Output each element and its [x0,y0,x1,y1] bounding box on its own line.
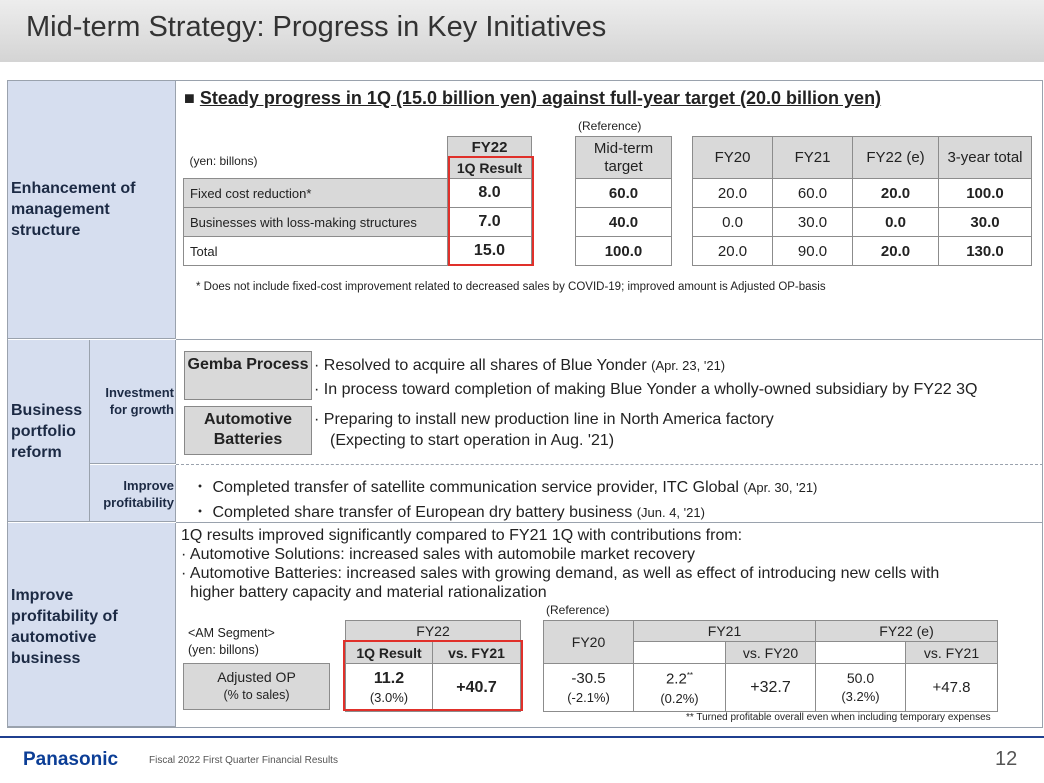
improve-bullet-2: ・ Completed share transfer of European dry battery business (Jun. 4, '21) [192,504,705,521]
table-row: Total 15.0 [184,237,532,266]
auto-bullet-2: · Automotive Batteries: increased sales with growing demand, as well as effect of introducing new cells with [181,565,940,582]
batt-bullet-1: · Preparing to install new production line in North America factory [314,411,774,428]
subcategory-invest [90,340,176,464]
subcategory-improve-label: Improve profitability [103,478,174,510]
subcategory-invest-label: Investment for growth [105,385,174,417]
yearly-table: FY20 FY21 FY22 (e) 3-year total 20.0 60.0 20.0 100.0 0.0 30.0 0.0 30.0 20.0 90.0 20.0 130.0 [692,136,1032,266]
footer-divider [0,736,1044,738]
page-title: Mid-term Strategy: Progress in Key Initiatives [26,11,607,43]
fy22-header: FY22 1Q Result [448,137,532,179]
square-bullet-icon: ■ [184,88,200,108]
auto-bullet-2-cont: higher battery capacity and material rationalization [190,584,547,601]
reference-label: (Reference) [546,603,610,617]
brand-logo: Panasonic [23,749,119,770]
page-number: 12 [995,748,1018,770]
am-row-label: Adjusted OP (% to sales) [183,663,330,710]
table-row: 0.0 30.0 0.0 30.0 [693,208,1032,237]
table-row: 20.0 90.0 20.0 130.0 [693,237,1032,266]
unit-label: (yen: billons) [189,154,258,169]
improve-bullet-1: ・ Completed transfer of satellite communication service provider, ITC Global (Apr. 30, '21) [192,479,818,496]
segment-label: <AM Segment> [188,626,275,640]
table-row: 20.0 60.0 20.0 100.0 [693,179,1032,208]
table-row: Fixed cost reduction* 8.0 [184,179,532,208]
auto-footnote: ** Turned profitable overall even when including temporary expenses [686,712,991,723]
gemba-bullet-2: · In process toward completion of making Blue Yonder a wholly-owned subsidiary by FY22 3Q [314,381,978,398]
category-auto-label: Improve profitability of automotive business [11,587,118,667]
segment-unit: (yen: billons) [188,643,259,657]
gemba-process-tag: Gemba Process [184,351,312,400]
subcategory-improve [90,465,176,522]
auto-intro: 1Q results improved significantly compared to FY21 1Q with contributions from: [181,527,743,544]
highlight-box [343,640,523,711]
gemba-bullet-1: · Resolved to acquire all shares of Blue Yonder (Apr. 23, '21) [314,357,726,374]
headline-text: Steady progress in 1Q (15.0 billion yen) against full-year target (20.0 billion yen) [199,88,882,108]
am-fy22-table: FY22 1Q Result vs. FY21 11.2 (3.0%) +40.7 [345,620,521,712]
category-portfolio [8,340,90,522]
batt-bullet-2: (Expecting to start operation in Aug. '21) [330,432,615,449]
category-auto [8,523,176,727]
reference-label: (Reference) [578,119,642,133]
footer-caption: Fiscal 2022 First Quarter Financial Results [149,755,338,766]
midterm-table: Mid-term target 60.0 40.0 100.0 [575,136,672,266]
auto-bullet-1: · Automotive Solutions: increased sales with automobile market recovery [181,546,696,563]
separator [176,522,1043,523]
category-portfolio-label: Business portfolio reform [11,402,83,461]
headline [184,88,881,109]
separator [176,339,1043,340]
am-reference-table: FY20 FY21 FY22 (e) vs. FY20 vs. FY21 -30.5 (-2.1%) 2.2** (0.2%) +32.7 50.0 (3.2%) +47.8 [543,620,998,712]
highlight-box [448,156,534,266]
category-mgmt-label: Enhancement of management structure [11,180,136,239]
separator [176,464,1043,465]
footnote: * Does not include fixed-cost improvement related to decreased sales by COVID-19; improved amount is Adjusted OP-basis [196,281,826,293]
table-row: Businesses with loss-making structures 7.0 [184,208,532,237]
title-bar [0,0,1044,62]
category-mgmt [8,81,176,339]
automotive-batteries-tag: Automotive Batteries [184,406,312,455]
